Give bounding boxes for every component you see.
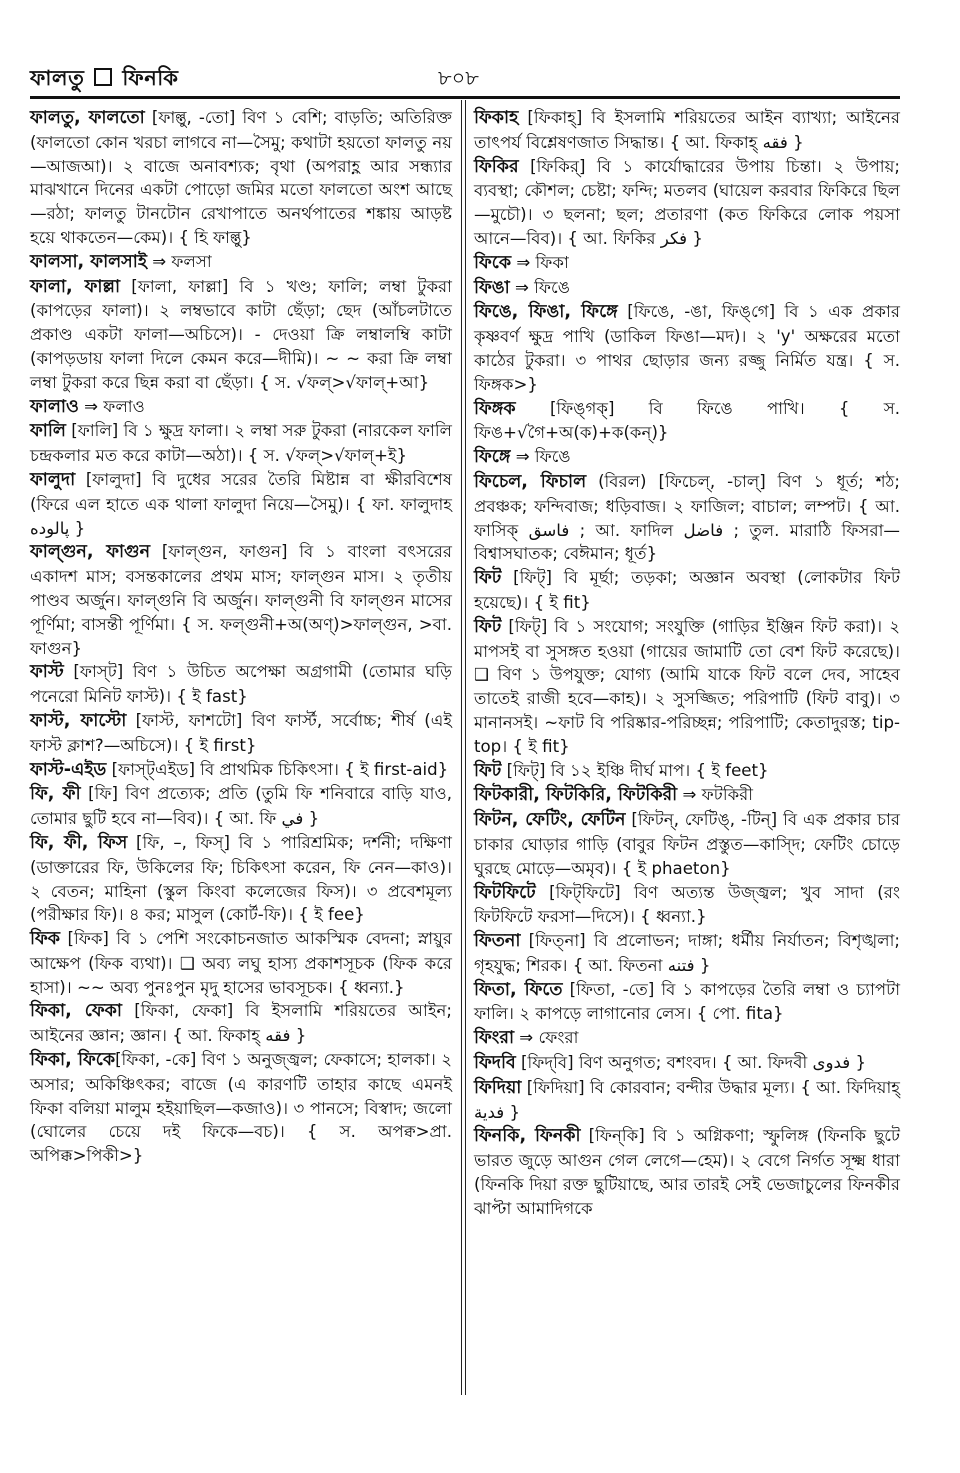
pronunciation: [ফাস্ট্‌এইড] [106,759,201,779]
headword: ফিদবি [474,1053,516,1074]
pronunciation: (বিরল) [ফিচেল্‌, -চাল্‌] [586,471,778,491]
definition: বি ১ বাংলা বৎসরের একাদশ মাস; বসন্তকালের প্রথম মাস; ফাল্গুন মাস। ২ তৃতীয় পাণ্ডব অর্জুন। ফাল্গুনি বি অর্জুন। ফাল্গুনী বি ফাল্গুন মাসের পূর্ণিমা; বাসন্তী পূর্ণিমা। { স. ফল্গুনী+অ(অণ্)>ফাল্গুন, >বা. ফাগুন} [30,542,452,658]
pronunciation: [ফিট্‌] [501,616,555,636]
dictionary-entry [474,1051,900,1076]
definition: ⇒ ফিঙে [510,447,571,467]
definition: বি ১ খণ্ড; ফালি; লম্বা টুকরা (কাপড়ের ফালা)। ২ লম্বভাবে কাটা ছেঁড়া; ছেদ (আঁচলটাতে প্রকাণ্ড একটা ফালা—অচিসে)। - দেওয়া ক্রি লম্বালম্বি কাটা (কাপড়ডায় ফালা দিলে কেমন করে—দীমি)। ~ ~ করা ক্রি লম্বা লম্বা টুকরা করে ছিন্ন করা বা ছেঁড়া। { স. √ফল্‌>√ফাল্‌+আ} [30,276,452,392]
headword: ফিটন, ফেটিং, ফেটিন [474,810,626,831]
definition: বি ১ সংযোগ; সংযুক্তি (গাড়ির ইঞ্জিন ফিট করা)। ২ মাপসই বা সুসঙ্গত হওয়া (গায়ের জামাটি তো বেশ ফিট করেছে)। ❑ বিণ ১ উপযুক্ত; যোগ্য (আমি যাকে ফিট বলে দেব, সাহেব তাতেই রাজী হবে—কাহ)। ২ সুসজ্জিত; পরিপাটি (ফিট বাবু)। ৩ মানানসই। ~ফাট বি পরিষ্কার-পরিচ্ছন্ন; পরিপাটি; কেতাদুরস্ত; tip-top। { ই fit} [474,616,900,756]
dictionary-entry [474,397,900,446]
right-column [474,106,900,1221]
headword: ফাস্ট-এইড [30,759,107,780]
dictionary-entry [474,445,900,470]
dictionary-entry [474,1076,900,1125]
headword: ফিকে [474,252,512,273]
headword: ফাল্গুন, ফাগুন [30,542,151,563]
headword: ফিতা, ফিতে [474,979,563,1000]
dictionary-entry [474,881,900,930]
dictionary-entry [30,275,452,395]
definition: বিণ ১ ধূর্ত; শঠ; প্রবঞ্চক; ফন্দিবাজ; ধড়িবাজ। ২ ফাজিল; বাচাল; লম্পট। { আ. ফাসিক্‌ فاسق ; আ. ফাদিল فاضل ; তুল. মারাঠি ফিসরা—বিশ্বাসঘাতক; বেঈমান; ধূর্ত} [474,471,900,564]
dictionary-entry [474,155,900,251]
guide-first-word: ফালতু [30,66,85,90]
pronunciation: [ফিক] [60,929,117,949]
definition: বি এক প্রকার চার চাকার ঘোড়ার গাড়ি (বাবুর ফিটন প্রস্তুত—কাস্দি; ফেটিং চোড়ে ঘুরছে মোড়ে—অমৃব)। { ই phaeton} [474,810,900,878]
headword: ফালাও [30,396,79,417]
guide-last-word: ফিনকি [122,66,179,90]
headword: ফাস্ট [30,662,64,683]
running-header [30,62,930,96]
dictionary-entry [474,978,900,1027]
dictionary-entry [474,106,900,155]
dictionary-entry [30,106,452,250]
definition: বিণ ফার্স্ট, সর্বোচ্চ; শীর্ষ (এই ফাস্ট ক্লাশ?—অচিসে)। { ই first} [30,710,453,755]
headword: ফিকাহ [474,108,519,128]
pronunciation: [ফি] [80,784,126,804]
headword: ফিকা, ফেকা [30,1001,123,1022]
dictionary-entry [30,709,452,758]
definition: ⇒ ফলসা [146,251,212,271]
definition: বি মূর্ছা; তড়কা; অজ্ঞান অবস্থা (লোকটার ফিট হয়েছে)। { ই fit} [474,568,901,612]
definition: ⇒ ফিঙে [509,277,570,297]
dictionary-entry [474,251,900,276]
pronunciation: [ফিকা, ফেকা] [122,1001,246,1021]
pronunciation: [ফিকাহ্‌] [518,108,592,127]
pronunciation: [ফি, –, ফিস্‌] [127,832,239,852]
pronunciation: [ফিট্‌] [501,760,551,780]
column-divider [461,100,466,1395]
dictionary-entry [474,470,900,566]
dictionary-entry [30,782,452,831]
definition: বিণ ১ উচিত অপেক্ষা অগ্রগামী (তোমার ঘড়ি পনেরো মিনিট ফাস্ট)। { ই fast} [30,662,452,707]
definition: বিণ ১ অনুজ্জ্বল; ফেকাসে; হালকা। ২ অসার; অকিঞ্চিৎকর; বাজে (এ কারণটি তাহার কাছে এমনই ফিকা বলিয়া মালুম হইয়াছিল—কজাও)। ৩ পানসে; বিস্বাদ; জলো (ঘোলের চেয়ে দই ফিকে—বচ)। { স. অপক্ব>প্রা. অপিক্ক>পিকী>} [30,1050,452,1166]
dictionary-entry [474,929,900,978]
pronunciation: [ফিদিয়া] [521,1077,590,1097]
pronunciation: [ফিকা, -কে] [115,1050,202,1070]
definition: বি ইসলামি শরিয়তের আইন; আইনের জ্ঞান; জ্ঞান। { আ. ফিকাহ্‌ فقه } [30,1001,453,1046]
pronunciation: [ফালা, ফাল্লা] [120,276,240,296]
pronunciation: [ফিদ্‌বি] [515,1053,579,1073]
dictionary-entry [30,999,452,1048]
headword: ফালি [30,421,66,442]
headword: ফিঙে, ফিঙা, ফিঙ্গে [474,302,618,323]
definition: বি দুধের সরের তৈরি মিষ্টান্ন বা ক্ষীরবিশেষ (ফিরে এল হাতে এক থালা ফালুদা নিয়ে—সৈমু)। { ফা. ফালুদাহ پالوده } [30,469,452,538]
guide-words [30,62,178,97]
dictionary-entry [474,1026,900,1051]
headword: ফিংরা [474,1028,515,1049]
pronunciation: [ফাস্ট, ফাশটো] [126,710,252,730]
headword: ফিনকি, ফিনকী [474,1126,581,1147]
headword: ফিট [474,760,502,781]
headword: ফি, ফী, ফিস [30,832,128,853]
definition: বি ১ ক্ষুদ্র ফালা। ২ লম্বা সরু টুকরা (নারকেল ফালি চন্দ্রকলার মত করে কাটা—অঠা)। { স. √ফল্‌>√ফাল্‌+ই} [30,421,452,466]
definition: বিণ ১ বেশি; বাড়তি; অতিরিক্ত (ফালতো কোন খরচা লাগবে না—সৈমু; কথাটা হয়তো ফালতু নয়—আজআ)। ২ বাজে অনাবশ্যক; বৃথা (অপরাহ্ণ আর সন্ধ্যার মাঝখানে দিনের একটা পোড়ো জমির মতো ফালতো অংশ আছে—রঠা; ফালতু টানটোন রেখাপাতে অনর্থপাতের শঙ্কায় আড়ষ্ট হয়ে থাকতেন—কেম)। { হি ফাল্তু} [30,108,452,247]
dictionary-entry [30,927,452,999]
definition: বি ইসলামি শরিয়তের আইন ব্যাখ্যা; আইনের তাৎপর্য বিশ্লেষণজাত সিদ্ধান্ত। { আ. ফিকাহ্‌ فقه } [474,108,900,152]
pronunciation: [ফিন্‌কি] [580,1126,653,1146]
left-column [30,106,452,1168]
dictionary-entry [474,566,900,615]
dictionary-entry [474,276,900,301]
headword: ফালা, ফাল্লা [30,276,121,297]
headword: ফিট [474,616,502,637]
dictionary-entry [474,759,900,784]
headword: ফিঙ্গক [474,398,516,419]
dictionary-entry [30,395,452,420]
definition: বি প্রলোভন; দাঙ্গা; ধর্মীয় নির্যাতন; বিশৃঙ্খলা; গৃহযুদ্ধ; শিরক। { আ. ফিতনা فتنه } [474,931,900,975]
definition: বি ১ কার্যোদ্ধারের উপায় চিন্তা। ২ উপায়; ব্যবস্থা; কৌশল; চেষ্টা; ফন্দি; মতলব (ঘায়েল করবার ফিকিরে ছিল—মুচৌ)। ৩ ছলনা; ছল; প্রতারণা (কত ফিকিরে লোক পয়সা আনে—বিব)। { আ. ফিকির فكر } [474,156,900,248]
pronunciation: [ফিকির্‌] [518,156,597,176]
definition: বি ১ পারিশ্রমিক; দর্শনী; দক্ষিণা (ডাক্তারের ফি, উকিলের ফি; চিকিৎসা করেন, ফি নেন—কাও)। ২ বেতন; মাহিনা (স্কুল কিংবা কলেজের ফিস)। ৩ প্রবেশমূল্য (পরীক্ষার ফি)। ৪ কর; মাসুল (কোর্ট-ফি)। { ই fee} [30,832,452,925]
headword: ফালসা, ফালসাই [30,251,147,272]
definition: ⇒ ফলাও [78,396,145,416]
definition: বি ১ অগ্নিকণা; স্ফুলিঙ্গ (ফিনকি ছুটে ভারত জুড়ে আগুন গেল লেগে—হেম)। ২ বেগে নির্গত সূক্ষ্ম ধারা (ফিনকি দিয়া রক্ত ছুটিয়াছে, আর তারই সেই ভেজাচুলের ফিনকীর ঝাপ্টা আমাদিগকে [474,1126,900,1218]
definition: ⇒ ফিকা [511,252,569,272]
pronunciation: [ফিঙে, -ঙা, ফিঙ্‌গে] [617,302,785,322]
dictionary-entry [30,758,452,783]
headword: ফিকির [474,156,519,177]
page-number: ৮০৮ [438,66,479,90]
headword: ফিঙ্গে [474,447,511,468]
headword: ফিতনা [474,931,521,952]
separator-box-icon [94,68,112,86]
definition: ⇒ ফেংরা [514,1028,579,1048]
headword: ফালতু, ফালতো [30,108,145,128]
pronunciation: [ফিট্‌ফিটে] [535,882,635,902]
headword: ফাস্ট, ফাস্টো [30,710,127,731]
pronunciation: [ফিঙ্‌গক্‌] [515,398,649,418]
definition: বি ১ কাপড়ের তৈরি লম্বা ও চ্যাপটা ফালি। ২ কাপড়ে লাগানোর লেস। { পো. fita} [474,979,901,1024]
pronunciation: [ফিটন্‌, ফেটিঙ্‌, -টিন্‌] [625,810,784,830]
dictionary-entry [30,540,452,660]
dictionary-entry [30,419,452,468]
headword: ফিট [474,568,502,589]
headword: ফিটকারী, ফিটকিরি, ফিটকিরী [474,785,678,806]
pronunciation: [ফালি] [65,421,124,441]
definition: বিণ অনুগত; বশংবদ। { আ. ফিদবী فدوی } [578,1053,867,1073]
pronunciation: [ফিতা, -তে] [562,979,662,999]
headword: ফিটফিটে [474,882,536,903]
definition: বি ফিঙে পাখি। { স. ফিঙ+√গৈ+অ(ক)+ক(কন্)} [474,398,900,443]
definition: বি প্রাথমিক চিকিৎসা। { ই first-aid} [200,759,449,779]
pronunciation: [ফিত্‌না] [520,931,594,951]
headword: ফিঙা [474,277,510,298]
dictionary-entry [30,250,452,275]
dictionary-entry [474,300,900,396]
dictionary-entry [30,468,452,540]
definition: বি ১ এক প্রকার কৃষ্ণবর্ণ ক্ষুদ্র পাখি (ডাকিল ফিঙা—মদ)। ২ 'y' অক্ষরের মতো কাঠের টুকরা। ৩ পাথর ছোড়ার জন্য রজ্জু নির্মিত যন্ত্র। { স. ফিঙ্গক>} [474,302,900,394]
headword: ফিচেল, ফিচাল [474,471,587,492]
dictionary-entry [30,1048,452,1168]
headword: ফিক [30,929,61,950]
header-rule [30,96,900,99]
dictionary-entry [474,808,900,880]
pronunciation: [ফালুদা] [75,469,153,489]
pronunciation: [ফাল্‌গুন, ফাগুন] [150,542,300,562]
dictionary-entry [474,1124,900,1220]
definition: বি কোরবান; বন্দীর উদ্ধার মূল্য। { আ. ফিদিয়াহ্‌ فدية } [474,1077,900,1122]
dictionary-entry [474,783,900,808]
dictionary-entry [30,831,452,927]
dictionary-entry [30,660,452,709]
definition: বিণ অত্যন্ত উজ্জ্বল; খুব সাদা (রং ফিটফিটে ফরসা—দিসে)। { ধ্বন্যা.} [474,882,900,927]
pronunciation: [ফিট্‌] [501,568,564,588]
pronunciation: [ফাল্তু, -তো] [144,108,243,127]
headword: ফালুদা [30,469,76,490]
definition: বি ১ পেশি সংকোচনজাত আকস্মিক বেদনা; স্নায়ুর আক্ষেপ (ফিক ব্যথা)। ❑ অব্য লঘু হাস্য প্রকাশসূচক (ফিক করে হাসা)। ~~ অব্য পুনঃপুন মৃদু হাসের ভাবসূচক। { ধ্বন্যা.} [30,929,452,997]
definition: বি ১২ ইঞ্চি দীর্ঘ মাপ। { ই feet} [550,760,769,780]
definition: ⇒ ফটকিরী [677,785,754,805]
pronunciation: [ফাস্‌ট] [63,662,133,682]
dictionary-entry [474,615,900,759]
definition: বিণ প্রত্যেক; প্রতি (তুমি ফি শনিবারে বাড়ি যাও, তোমার ছুটি হবে না—বিব)। { আ. ফি في } [30,784,452,829]
headword: ফি, ফী [30,784,81,805]
headword: ফিকা, ফিকে [30,1050,116,1071]
headword: ফিদিয়া [474,1077,522,1098]
